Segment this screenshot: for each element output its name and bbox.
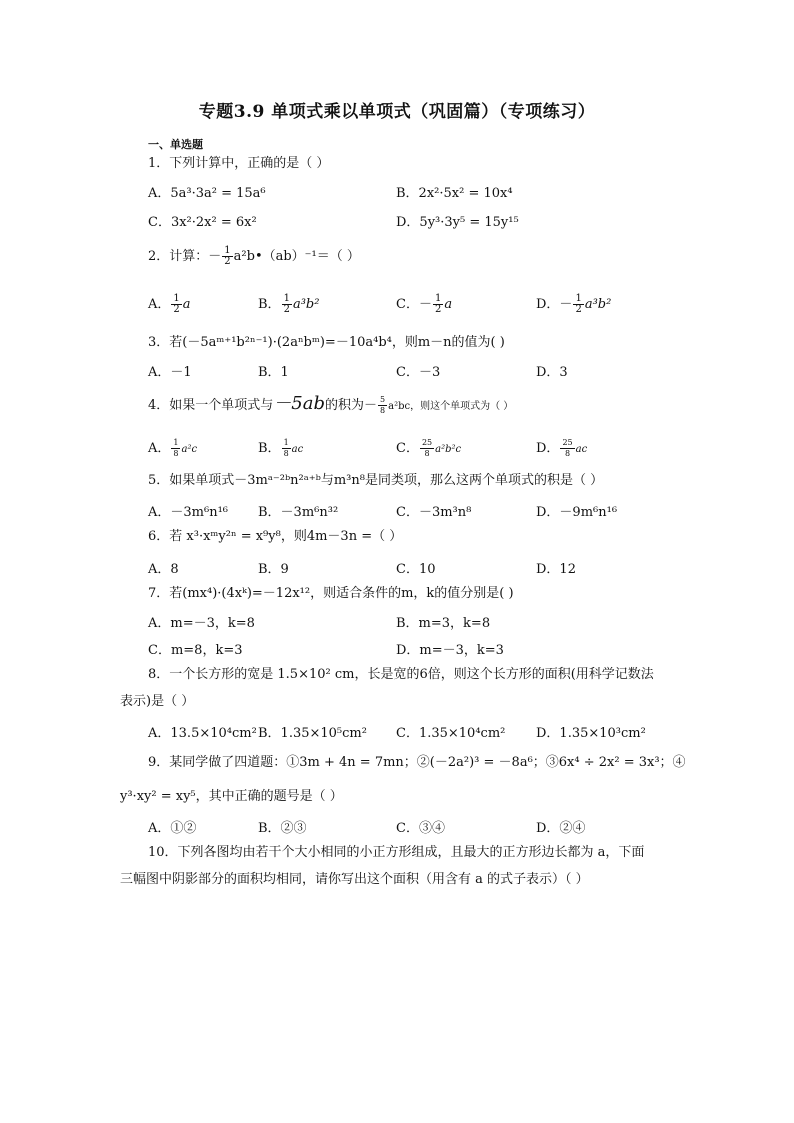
fraction-numerator: 1: [283, 293, 290, 304]
fraction-denominator: 8: [173, 449, 179, 458]
fraction-numerator: 1: [575, 293, 582, 304]
question-2-option-b: [258, 293, 319, 315]
option-fraction: [420, 438, 434, 459]
option-fraction: [282, 294, 292, 315]
fraction-numerator: 1: [224, 245, 231, 256]
question-3-option-d: D．3: [536, 365, 568, 380]
option-label: C．: [396, 441, 419, 456]
option-label: A．: [148, 441, 171, 456]
question-5-option-d: D．－9m⁶n¹⁶: [536, 505, 618, 520]
question-2-stem: [148, 246, 360, 267]
question-8-stem: 8．一个长方形的宽是 1.5×10² cm，长是宽的6倍，则这个长方形的面积(用科学记数法: [148, 667, 654, 682]
question-2-option-c: [396, 293, 452, 315]
fraction-numerator: 25: [421, 438, 433, 447]
fraction-denominator: 2: [575, 304, 582, 315]
fraction-denominator: 2: [434, 304, 442, 315]
question-6-option-c: C．10: [396, 562, 436, 577]
option-fraction: [282, 438, 291, 459]
question-5-option-b: B．－3m⁶n³²: [258, 505, 339, 520]
question-5-option-a: A．－3m⁶n¹⁶: [148, 505, 228, 520]
question-2-option-a: [148, 293, 191, 315]
question-7-stem: 7．若(mx⁴)·(4xᵏ)=－12x¹²，则适合条件的m，k的值分别是( ): [148, 586, 514, 601]
fraction-denominator: 8: [564, 449, 571, 458]
question-5-option-c: C．－3m³n⁸: [396, 505, 472, 520]
option-label: A．: [148, 297, 171, 312]
question-2-stem-pre: 2．计算：－: [148, 249, 222, 264]
question-4-option-a: [148, 437, 197, 459]
question-6-option-d: D．12: [536, 562, 576, 577]
question-9-option-b: B．②③: [258, 821, 307, 836]
question-8-option-c: C．1.35×10⁴cm²: [396, 726, 506, 741]
question-4-stem-pre: 4．如果一个单项式与: [148, 398, 274, 413]
option-fraction: [433, 294, 443, 315]
fraction-numerator: 1: [283, 438, 289, 447]
option-expression: a: [444, 297, 453, 312]
page-title: 专题3.9 单项式乘以单项式（巩固篇）（专项练习）: [198, 102, 596, 122]
question-6-option-b: B．9: [258, 562, 289, 577]
question-8-option-d: D．1.35×10³cm²: [536, 726, 646, 741]
question-4-stem-post: a²bc，则这个单项式为（ ）: [388, 401, 514, 412]
question-4-expression: －5ab: [273, 393, 325, 414]
question-3-option-c: C．－3: [396, 365, 441, 380]
option-fraction: [573, 294, 583, 315]
fraction-denominator: 2: [173, 304, 180, 315]
question-10-stem: 10．下列各图均由若干个大小相同的小正方形组成，且最大的正方形边长都为 a，下面: [148, 845, 645, 860]
question-2-stem-post: a²b•（ab）⁻¹＝（ ）: [233, 249, 360, 264]
question-2-option-d: [536, 293, 611, 315]
question-1-option-c: C．3x²·2x² = 6x²: [148, 215, 257, 230]
question-1-stem: 1．下列计算中，正确的是（ ）: [148, 156, 330, 171]
option-expression: ac: [575, 444, 588, 455]
question-9-option-d: D．②④: [536, 821, 586, 836]
question-4-option-d: [536, 437, 587, 459]
question-4-option-b: [258, 437, 303, 459]
question-10-stem-continued: 三幅图中阴影部分的面积均相同，请你写出这个面积（用含有 a 的式子表示）（ ）: [120, 872, 589, 887]
question-5-stem: 5．如果单项式－3mᵃ⁻²ᵇn²ᵃ⁺ᵇ与m³n⁸是同类项，那么这两个单项式的积是（ ）: [148, 473, 604, 488]
option-fraction: [560, 438, 574, 459]
question-7-option-c: C．m=8，k=3: [148, 643, 243, 658]
question-4-option-c: [396, 437, 461, 459]
question-8-stem-continued: 表示)是（ ）: [120, 694, 195, 709]
option-label: D．－: [536, 297, 573, 312]
fraction-numerator: 1: [173, 293, 180, 304]
option-fraction: [171, 294, 181, 315]
question-9-option-c: C．③④: [396, 821, 445, 836]
option-fraction: [171, 438, 180, 459]
question-3-option-b: B．1: [258, 365, 289, 380]
question-7-option-b: B．m=3，k=8: [396, 616, 491, 631]
fraction-denominator: 8: [283, 449, 289, 458]
option-expression: a³b²: [292, 297, 320, 312]
question-1-option-b: B．2x²·5x² = 10x⁴: [396, 186, 513, 201]
fraction-numerator: 1: [434, 293, 442, 304]
question-7-option-a: A．m=－3，k=8: [148, 616, 255, 631]
fraction-numerator: 25: [562, 438, 573, 447]
fraction-numerator: 1: [173, 438, 179, 447]
option-expression: a³b²: [584, 297, 612, 312]
option-expression: a²b²c: [435, 444, 462, 455]
question-6-option-a: A．8: [148, 562, 179, 577]
question-9-option-a: A．①②: [148, 821, 197, 836]
option-label: D．: [536, 441, 560, 456]
question-3-stem: 3．若(－5aᵐ⁺¹b²ⁿ⁻¹)·(2aⁿbᵐ)=－10a⁴b⁴，则m－n的值为( ): [148, 335, 505, 350]
question-4-fraction: [378, 395, 387, 416]
fraction-numerator: 5: [380, 395, 386, 404]
fraction-denominator: 2: [283, 304, 290, 315]
question-1-option-d: D．5y³·3y⁵ = 15y¹⁵: [396, 215, 519, 230]
fraction-denominator: 2: [224, 256, 231, 267]
option-expression: a: [182, 297, 191, 312]
question-7-option-d: D．m=－3，k=3: [396, 643, 504, 658]
question-9-stem-continued: y³·xy² = xy⁵，其中正确的题号是（ ）: [120, 789, 343, 804]
question-4-stem-mid: 的积为－: [325, 398, 378, 413]
question-4-stem: [148, 395, 513, 416]
question-6-stem: 6．若 x³·xᵐy²ⁿ = x⁹y⁸，则4m－3n =（ ）: [148, 529, 403, 544]
section-heading: 一、单选题: [148, 138, 203, 151]
option-label: B．: [258, 297, 281, 312]
option-expression: a²c: [181, 444, 198, 455]
option-label: C．－: [396, 297, 432, 312]
option-label: B．: [258, 441, 281, 456]
question-1-option-a: A．5a³·3a² = 15a⁶: [148, 186, 266, 201]
option-expression: ac: [291, 444, 304, 455]
question-2-fraction: [222, 246, 232, 267]
question-8-option-a: A．13.5×10⁴cm²: [148, 726, 257, 741]
fraction-denominator: 8: [424, 449, 430, 458]
question-9-stem: 9．某同学做了四道题：①3m + 4n = 7mn；②(－2a²)³ = －8a⁶；③6x⁴ ÷ 2x² = 3x³；④: [148, 755, 686, 770]
question-3-option-a: A．－1: [148, 365, 192, 380]
fraction-denominator: 8: [380, 406, 386, 415]
question-8-option-b: B．1.35×10⁵cm²: [258, 726, 367, 741]
